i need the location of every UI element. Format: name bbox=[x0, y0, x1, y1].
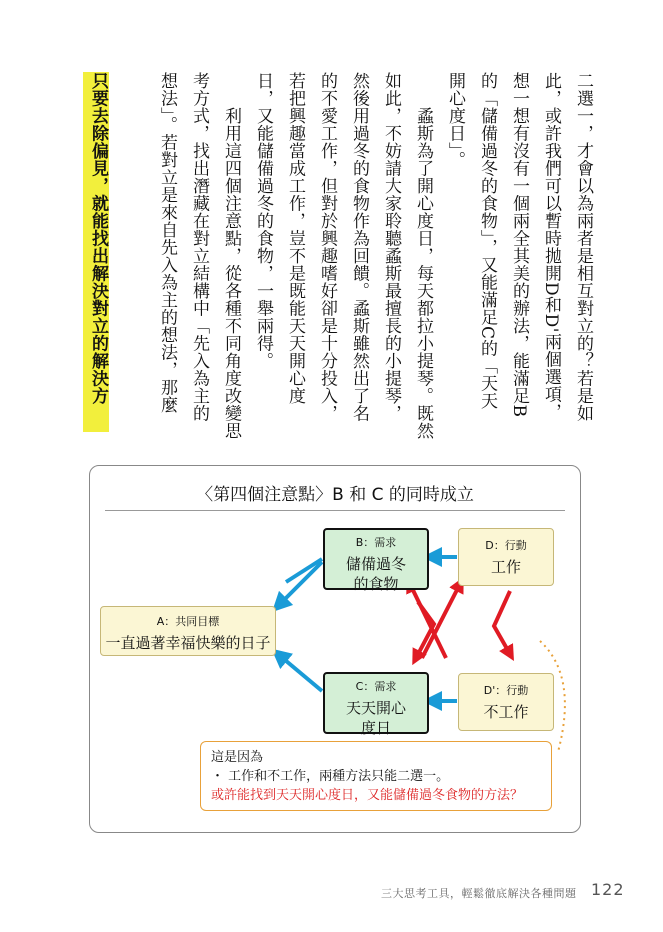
reason-question: 或許能找到天天開心度日，又能儲備過冬食物的方法？ bbox=[211, 788, 524, 803]
reason-box bbox=[200, 741, 552, 811]
box-d-text: 工作 bbox=[490, 558, 521, 576]
text-column: 如此，不妨請大家聆聽蟊斯最擅長的小提琴， bbox=[381, 72, 401, 422]
text-column: 然後用過冬的食物作為回饋。蟊斯雖然出了名 bbox=[349, 72, 369, 422]
box-c-text1: 天天開心 bbox=[345, 699, 406, 717]
text-column: 考方式，找出潛藏在對立結構中「先入為主的 bbox=[189, 72, 209, 422]
text-column: 的不愛工作，但對於興趣嗜好卻是十分投入， bbox=[317, 72, 337, 422]
blue-arrow-c-to-a bbox=[279, 655, 322, 691]
box-a bbox=[100, 606, 276, 656]
box-c-label: C：需求 bbox=[355, 680, 397, 693]
text-column: 開心度日」。 bbox=[445, 72, 465, 169]
box-c-text2: 度日 bbox=[360, 719, 391, 737]
red-arrow-d-d2 bbox=[494, 591, 510, 654]
box-a-text: 一直過著幸福快樂的日子 bbox=[105, 634, 271, 652]
box-b-text1: 儲備過冬 bbox=[345, 555, 406, 573]
text-column: 蟊斯為了開心度日，每天都拉小提琴。既然 bbox=[413, 72, 433, 440]
text-column: 二選一，才會以為兩者是相互對立的？若是如 bbox=[573, 72, 593, 422]
box-b bbox=[323, 528, 429, 593]
text-column: 此，或許我們可以暫時拋開D和D'兩個選項， bbox=[541, 72, 561, 421]
text-column: 的「儲備過冬的食物」，又能滿足C的「天天 bbox=[477, 72, 497, 410]
box-c bbox=[323, 672, 429, 737]
box-d-label: D：行動 bbox=[485, 539, 527, 552]
blue-arrow-b-to-a bbox=[279, 562, 322, 605]
text-column: 利用這四個注意點，從各種不同角度改變思 bbox=[221, 72, 241, 440]
box-a-label: A：共同目標 bbox=[156, 615, 220, 628]
reason-title: 這是因為 bbox=[211, 750, 264, 765]
diagram-panel bbox=[89, 465, 581, 833]
text-column: 若把興趣當成工作，豈不是既能天天開心度 bbox=[285, 72, 305, 405]
box-b-text2: 的食物 bbox=[353, 575, 399, 593]
reason-point: ・ 工作和不工作，兩種方法只能二選一。 bbox=[211, 769, 450, 784]
text-column: 日，又能儲備過冬的食物，一舉兩得。 bbox=[253, 72, 273, 370]
body-text bbox=[151, 72, 599, 442]
footer-text: 三大思考工具，輕鬆徹底解決各種問題 bbox=[381, 887, 577, 900]
diagram-title: 〈第四個注意點〉B 和 C 的同時成立 bbox=[196, 485, 474, 505]
highlight-text: 只要去除偏見，就能找出解決對立的解決方 bbox=[88, 72, 108, 405]
box-d-prime-text: 不工作 bbox=[483, 703, 529, 721]
text-column: 想法」。若對立是來自先入為主的想法，那麼 bbox=[157, 72, 177, 414]
page-number: 122 bbox=[591, 880, 625, 899]
box-d-prime bbox=[458, 673, 554, 731]
box-b-label: B：需求 bbox=[355, 536, 397, 549]
text-column: 想一想有沒有一個兩全其美的辦法，能滿足B bbox=[509, 72, 529, 418]
box-d bbox=[458, 528, 554, 586]
box-d-prime-label: D'：行動 bbox=[483, 684, 529, 697]
